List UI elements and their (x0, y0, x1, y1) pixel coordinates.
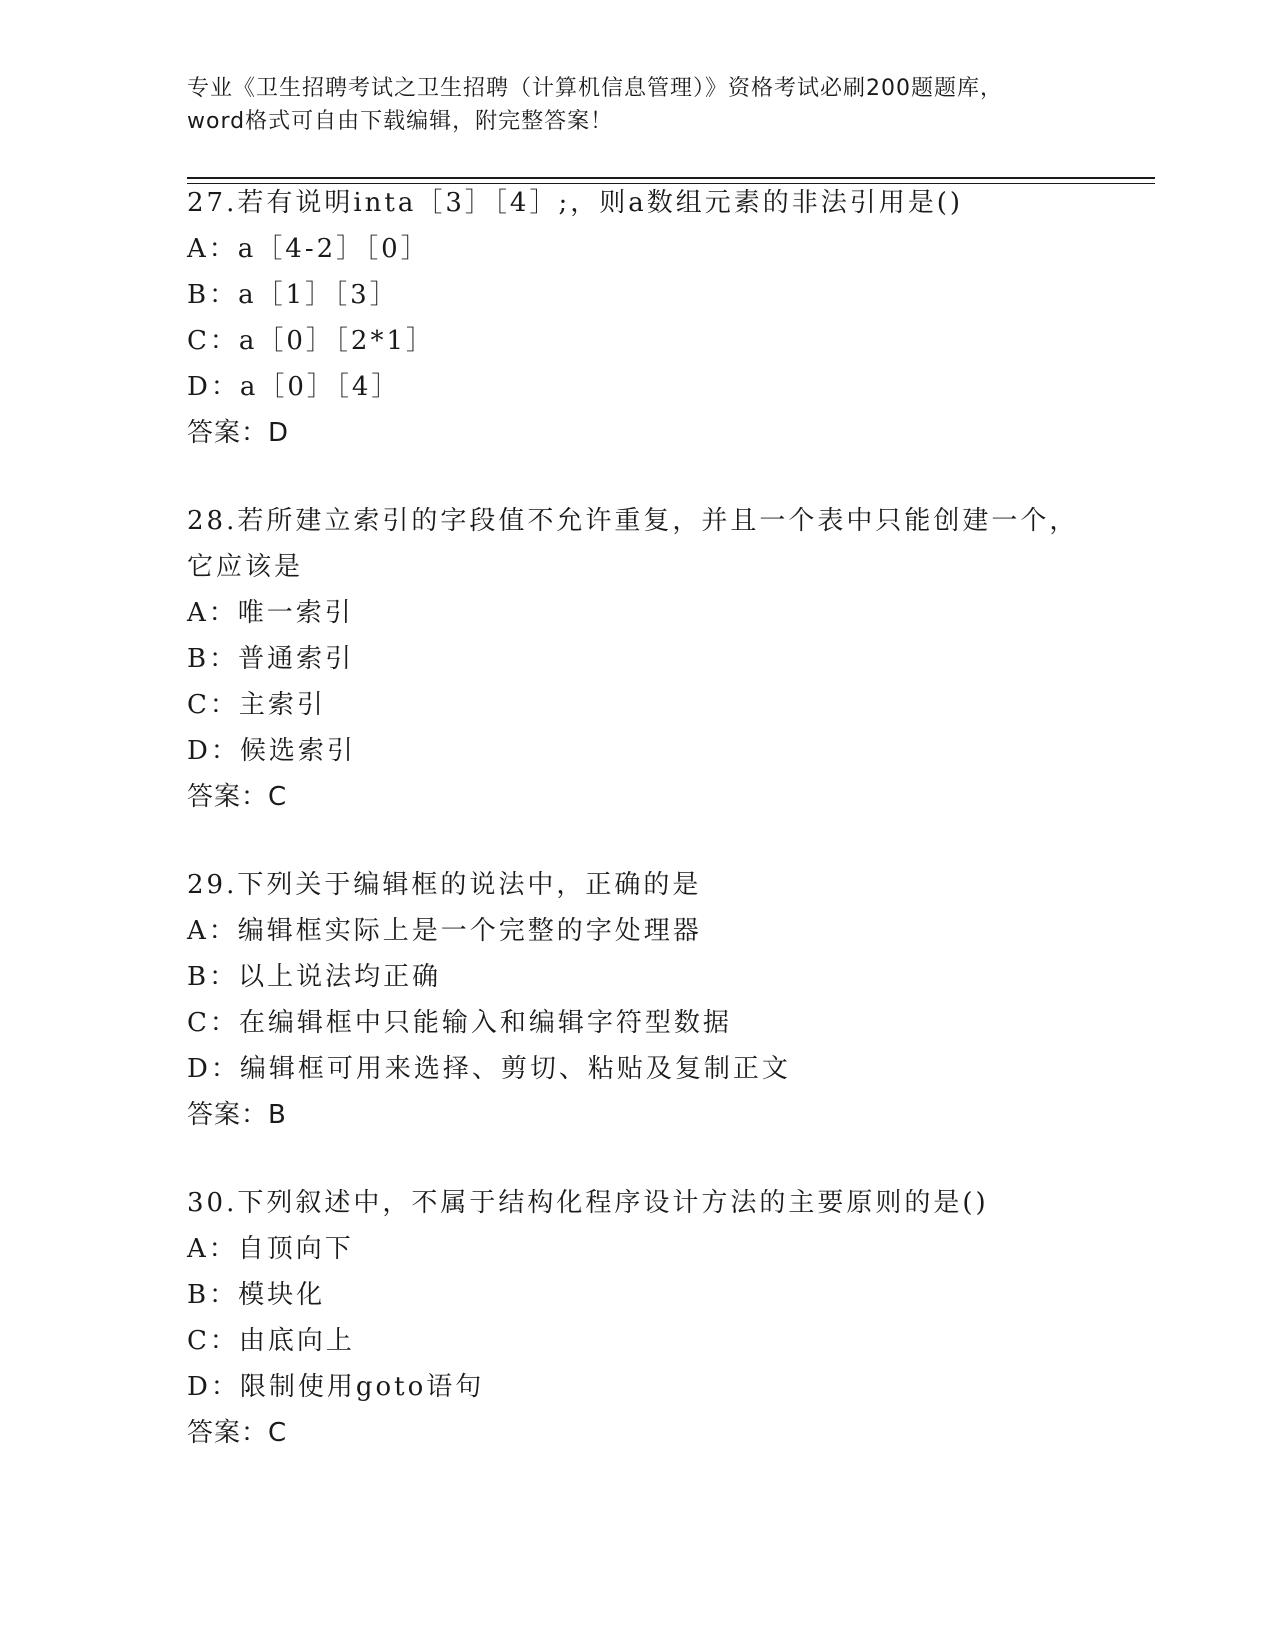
option-a: A：自顶向下 (187, 1234, 354, 1264)
question-stem: 29.下列关于编辑框的说法中，正确的是 (187, 870, 702, 900)
option-c: C：主索引 (187, 690, 326, 720)
option-d: D：候选索引 (187, 736, 356, 766)
option-d: D：a［0］［4］ (187, 372, 401, 402)
header-title-line-1: 专业《卫生招聘考试之卫生招聘（计算机信息管理）》资格考试必刷200题题库， (187, 76, 1003, 101)
option-d: D：编辑框可用来选择、剪切、粘贴及复制正文 (187, 1054, 791, 1084)
answer: 答案：B (187, 1100, 287, 1130)
answer: 答案：C (187, 1418, 288, 1448)
question-30 (187, 1180, 1087, 1456)
option-b: B：普通索引 (187, 644, 355, 674)
option-c: C：a［0］［2*1］ (187, 326, 436, 356)
option-b: B：以上说法均正确 (187, 962, 442, 992)
document-header (187, 72, 1087, 138)
option-b: B：模块化 (187, 1280, 326, 1310)
option-b: B：a［1］［3］ (187, 280, 399, 310)
option-a: A：编辑框实际上是一个完整的字处理器 (187, 916, 702, 946)
question-stem: 27.若有说明inta［3］［4］;，则a数组元素的非法引用是() (187, 188, 963, 218)
question-28 (187, 498, 1087, 820)
question-27 (187, 180, 1087, 456)
option-d: D：限制使用goto语句 (187, 1372, 485, 1402)
option-a: A：a［4-2］［0］ (187, 234, 430, 264)
option-a: A：唯一索引 (187, 598, 354, 628)
header-divider-thick (187, 177, 1155, 179)
question-stem: 28.若所建立索引的字段值不允许重复，并且一个表中只能创建一个， (187, 506, 1079, 536)
option-c: C：由底向上 (187, 1326, 355, 1356)
question-29 (187, 862, 1087, 1138)
option-c: C：在编辑框中只能输入和编辑字符型数据 (187, 1008, 732, 1038)
question-stem: 30.下列叙述中，不属于结构化程序设计方法的主要原则的是() (187, 1188, 989, 1218)
question-stem-continued: 它应该是 (187, 552, 304, 582)
answer: 答案：D (187, 418, 290, 448)
answer: 答案：C (187, 782, 288, 812)
header-title-line-2: word格式可自由下载编辑，附完整答案！ (187, 109, 614, 134)
